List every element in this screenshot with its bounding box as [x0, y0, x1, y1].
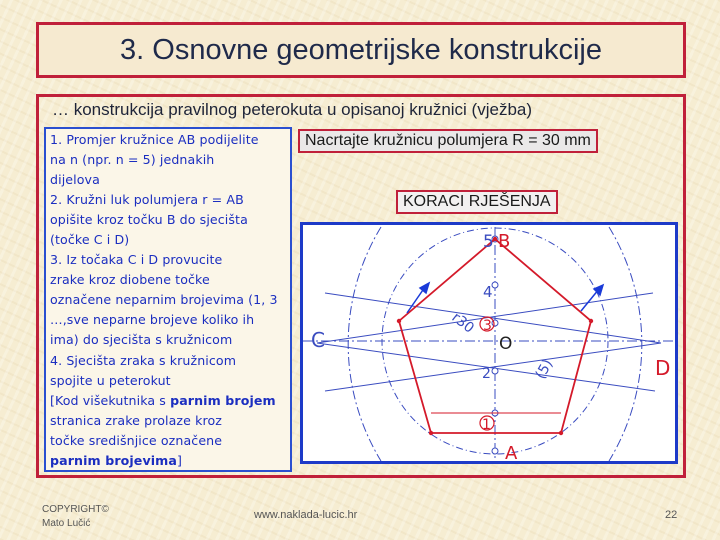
- title-box: [36, 22, 686, 78]
- task-label: Nacrtajte kružnicu polumjera R = 30 mm: [298, 129, 598, 153]
- radius-arrows: [407, 283, 603, 313]
- note-suffix: ]: [177, 452, 183, 468]
- figure-labels: [311, 231, 670, 461]
- point-a: [492, 448, 498, 454]
- instructions-panel: [44, 127, 292, 472]
- label-d: D: [655, 356, 671, 380]
- step-3: 3. Iz točaka C i D provucite zrake kroz diobene točke označene neparnim brojevima (1, 3 …,sve neparne brojeve koliko ih ima) do sjecišta s kružnicom: [50, 252, 278, 348]
- ray-d-upper: [325, 293, 661, 343]
- vertex-left: [397, 319, 401, 323]
- note-prefix: [Kod višekutnika s: [50, 392, 171, 408]
- copyright: [42, 503, 109, 531]
- label-r30: r30: [448, 309, 477, 337]
- label-c: C: [311, 328, 325, 352]
- div-point-4: [492, 282, 498, 288]
- div-point-2: [492, 368, 498, 374]
- vertex-bottom-left: [429, 431, 433, 435]
- pentagon-construction-drawing: [303, 225, 675, 461]
- label-3: 3: [483, 318, 492, 334]
- note-bold-parnim-brojevima: parnim brojevima: [50, 452, 177, 468]
- label-r5: (5): [532, 356, 557, 382]
- copyright-line-2: Mato Lučić: [42, 518, 91, 529]
- label-5: 5: [483, 232, 494, 252]
- arc-left: [348, 227, 381, 461]
- construction-figure: [300, 222, 678, 464]
- page-number: 22: [665, 509, 678, 521]
- arc-right: [609, 227, 642, 461]
- slide-subtitle: … konstrukcija pravilnog peterokuta u opisanoj kružnici (vježba): [52, 100, 533, 119]
- label-1: 1: [482, 417, 491, 433]
- solution-steps-button[interactable]: KORACI RJEŠENJA: [396, 190, 558, 214]
- step-1: 1. Promjer kružnice AB podijelite na n (npr. n = 5) jednakih dijelova: [50, 132, 259, 188]
- vertex-right: [589, 319, 593, 323]
- note-mid: stranica zrake prolaze kroz točke središnjice označene: [50, 412, 223, 448]
- website-link[interactable]: www.naklada-lucic.hr: [254, 509, 358, 521]
- slide-title: 3. Osnovne geometrijske konstrukcije: [120, 33, 602, 66]
- step-2: 2. Kružni luk polumjera r = AB opišite kroz točku B do sjecišta (točke C i D): [50, 192, 248, 248]
- step-4: 4. Sjecišta zraka s kružnicom spojite u peterokut: [50, 352, 237, 388]
- label-2: 2: [482, 366, 491, 382]
- vertex-bottom-right: [559, 431, 563, 435]
- even-polygon-note: [50, 391, 286, 471]
- ray-d-lower: [325, 343, 661, 391]
- label-b: B: [498, 231, 511, 252]
- label-a: A: [505, 443, 518, 461]
- label-o: O: [499, 334, 513, 354]
- copyright-line-1: COPYRIGHT©: [42, 504, 109, 515]
- note-bold-parnim-brojem: parnim brojem: [170, 392, 276, 408]
- label-4: 4: [483, 283, 493, 301]
